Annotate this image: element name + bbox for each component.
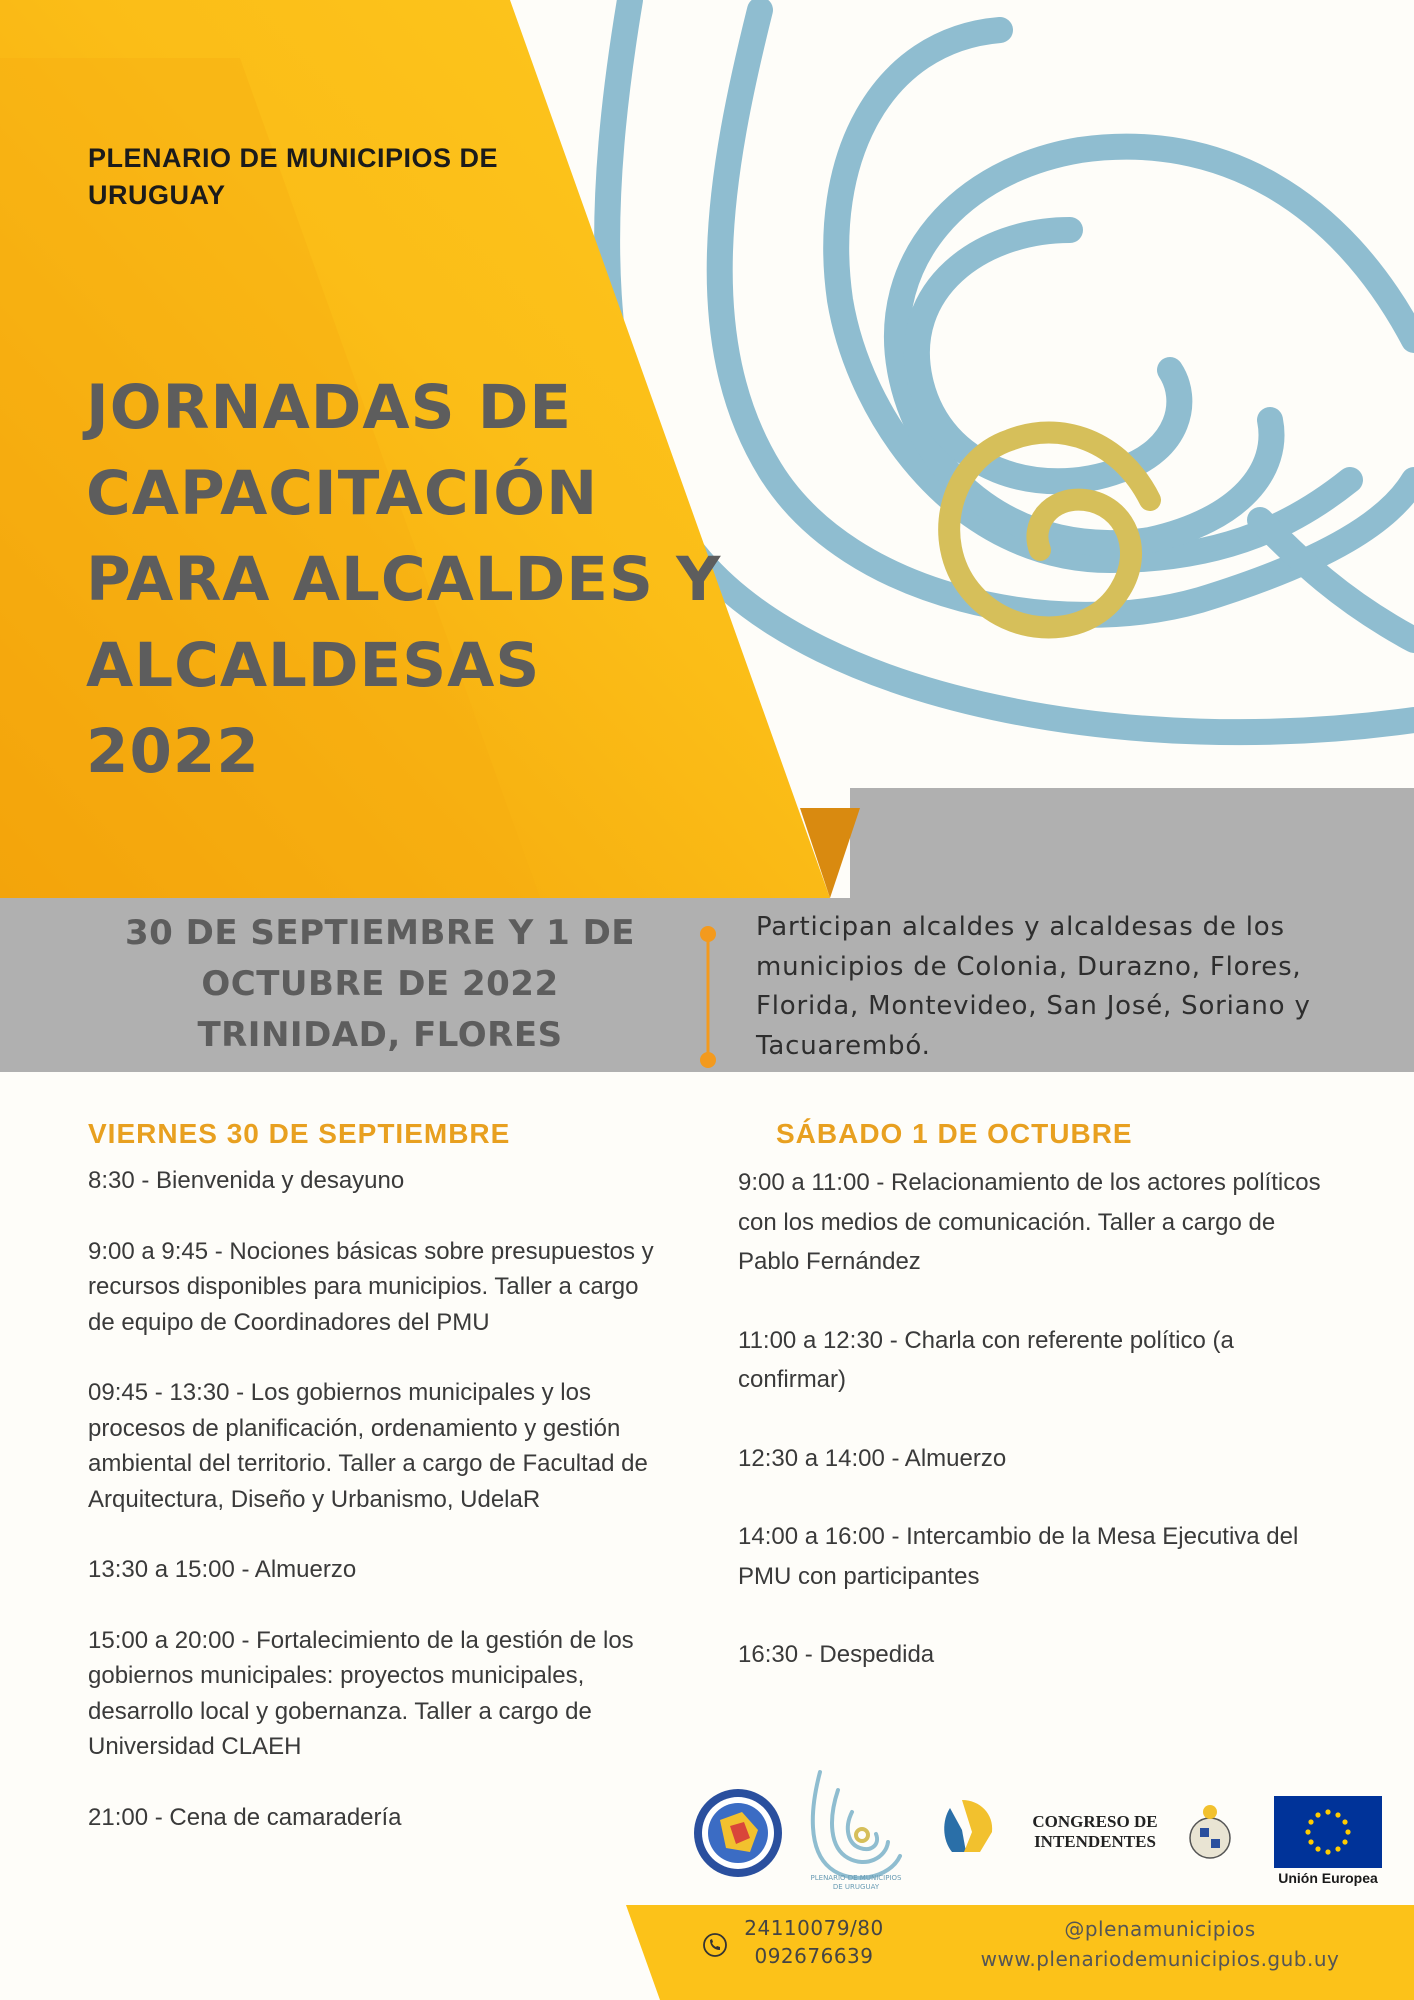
schedule-item: 14:00 a 16:00 - Intercambio de la Mesa Ejecutiva del PMU con participantes [738, 1523, 1299, 1590]
participants-text: Participan alcaldes y alcaldesas de los municipios de Colonia, Durazno, Flores, Florida, Montevideo, San José, Soriano y Tacuarembó. [756, 912, 1311, 1061]
organization-name: PLENARIO DE MUNICIPIOS DE URUGUAY [88, 143, 499, 210]
dates-line1: 30 DE SEPTIEMBRE Y 1 DE [124, 913, 636, 953]
event-location: TRINIDAD, FLORES [197, 1015, 563, 1055]
website-link[interactable]: www.plenariodemunicipios.gub.uy [980, 1947, 1340, 1971]
contact-phones [734, 1914, 894, 1970]
phone-number-2[interactable]: 092676639 [754, 1944, 874, 1968]
schedule-item: 21:00 - Cena de camaradería [88, 1803, 402, 1831]
schedule-item: 9:00 a 9:45 - Nociones básicas sobre presupuestos y recursos disponibles para municipios. Taller a cargo de equipo de Coordinadores del PMU [88, 1237, 654, 1336]
eu-logo-label: Unión Europea [1278, 1870, 1378, 1886]
day2-heading: SÁBADO 1 DE OCTUBRE [776, 1118, 1133, 1149]
phone-icon [702, 1932, 728, 1958]
phone-number-1[interactable]: 24110079/80 [744, 1916, 884, 1940]
schedule-item: 15:00 a 20:00 - Fortalecimiento de la gestión de los gobiernos municipales: proyectos municipales, desarrollo local y gobernanza. Taller a cargo de Universidad CLAEH [88, 1626, 634, 1760]
eu-flag-icon [1274, 1796, 1382, 1868]
schedule-item: 11:00 a 12:30 - Charla con referente político (a confirmar) [738, 1326, 1234, 1393]
day1-schedule [88, 1163, 658, 1870]
pmu-logo-icon [813, 1772, 900, 1878]
schedule-item: 8:30 - Bienvenida y desayuno [88, 1167, 405, 1194]
dates-line2: OCTUBRE DE 2022 [201, 964, 559, 1004]
day1-heading: VIERNES 30 DE SEPTIEMBRE [88, 1118, 511, 1149]
seal-logo-icon [694, 1789, 782, 1877]
event-dates [80, 908, 680, 1061]
schedule-item: 09:45 - 13:30 - Los gobiernos municipales y los procesos de planificación, ordenamiento y gestión ambiental del territorio. Taller a cargo de Facultad de Arquitectura, Diseño y Urbanismo, UdelaR [88, 1379, 648, 1513]
schedule-item: 12:30 a 14:00 - Almuerzo [738, 1444, 1007, 1472]
social-handle[interactable]: @plenamunicipios [1064, 1917, 1256, 1941]
schedule-item: 9:00 a 11:00 - Relacionamiento de los actores políticos con los medios de comunicación. Taller a cargo de Pablo Fernández [738, 1169, 1321, 1275]
timeline-divider [700, 926, 716, 1068]
day2-schedule [738, 1163, 1328, 1714]
congreso-logo-text: CONGRESO DE INTENDENTES [1032, 1812, 1158, 1851]
contact-social [950, 1914, 1370, 1974]
schedule-item: 13:30 a 15:00 - Almuerzo [88, 1556, 357, 1583]
schedule-item: 16:30 - Despedida [738, 1641, 935, 1668]
pmu-logo-caption: PLENARIO DE MUNICIPIOS DE URUGUAY [810, 1874, 902, 1891]
page-title: JORNADAS DE CAPACITACIÓN PARA ALCALDES Y ALCALDESAS 2022 [86, 372, 722, 787]
